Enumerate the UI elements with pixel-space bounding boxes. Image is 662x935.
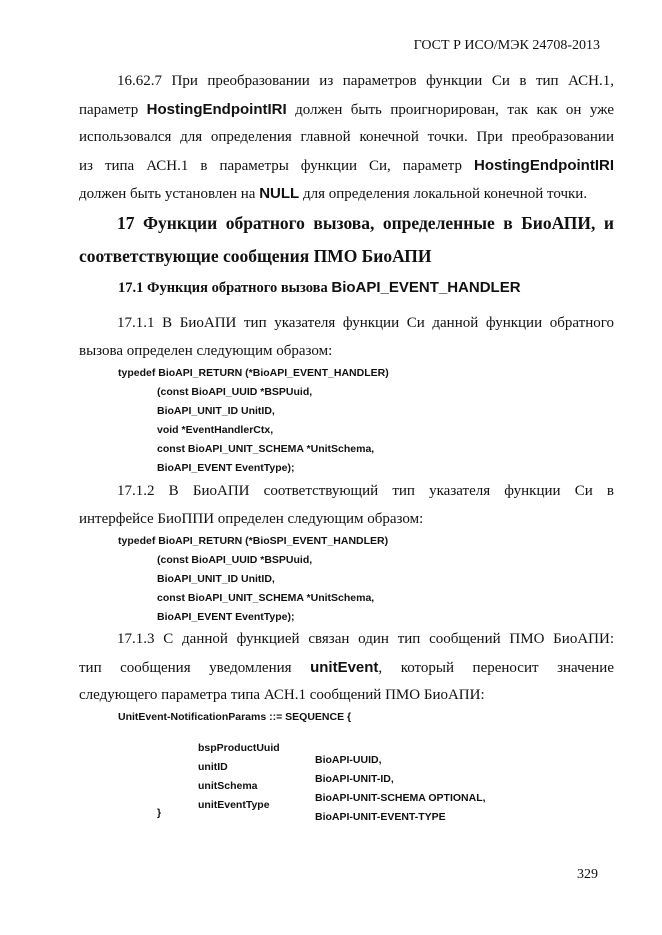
asn1-field: unitID [198,761,228,773]
para-line [79,152,614,181]
paragraph-16-62-7 [79,68,614,209]
standard-header: ГОСТ Р ИСО/МЭК 24708-2013 [413,38,600,53]
code-line: const BioAPI_UNIT_SCHEMA *UnitSchema, [157,443,375,455]
code-line: void *EventHandlerCtx, [157,424,274,436]
code-line: BioAPI_EVENT EventType); [157,611,295,623]
para-text: 16.62.7 При преобразовании из параметров функции Си в тип АСН.1, [117,73,614,89]
para-text: использовался для определения главной конечной точки. При преобразовании [79,129,614,145]
para-line [79,180,614,209]
code-block-event-handler [0,367,389,474]
para-line: вызова определен следующим образом: [79,342,333,359]
code-line: typedef BioAPI_RETURN (*BioSPI_EVENT_HANDLER) [118,535,389,547]
paragraph-17-1-3 [79,626,614,710]
para-line [79,68,614,96]
code-block-spi-event-handler [0,535,389,623]
asn1-definition [0,711,486,823]
para-text: должен быть проигнорирован, так как он уже [286,101,614,118]
param-keyword: HostingEndpointIRI [146,100,287,118]
code-line: BioAPI_UNIT_ID UnitID, [157,405,275,417]
null-keyword: NULL [259,185,300,202]
section-17-heading [79,208,614,271]
section-17-1-heading [118,279,521,297]
code-line: BioAPI_EVENT EventType); [157,462,295,474]
asn1-row [118,787,618,835]
para-text: для определения локальной конечной точки. [299,186,588,202]
asn1-type: BioAPI-UNIT-SCHEMA OPTIONAL, [315,792,486,804]
para-line [79,124,614,152]
para-line [79,96,614,125]
asn1-type: BioAPI-UNIT-EVENT-TYPE [315,811,446,823]
asn1-header: UnitEvent-NotificationParams ::= SEQUENCE { [118,711,352,723]
asn1-field: unitEventType [198,799,270,811]
code-line: BioAPI_UNIT_ID UnitID, [157,573,275,585]
para-text: 17.1.1 В БиоАПИ тип указателя функции Си данной функции обратного [117,315,614,331]
paragraph-17-1-1 [79,310,614,365]
function-name: BioAPI_EVENT_HANDLER [331,279,521,296]
para-text: 17.1.3 С данной функцией связан один тип сообщений ПМО БиоАПИ: [117,631,614,647]
heading-line: 17 Функции обратного вызова, определенные в БиоАПИ, и [117,213,614,233]
code-line: typedef BioAPI_RETURN (*BioAPI_EVENT_HANDLER) [118,367,389,379]
para-line: следующего параметра типа АСН.1 сообщений ПМО БиоАПИ: [79,687,485,703]
heading-text: 17.1 Функция обратного вызова [118,280,332,296]
param-keyword: HostingEndpointIRI [474,156,614,174]
page-number: 329 [577,867,598,882]
asn1-type: BioAPI-UNIT-ID, [315,773,394,785]
asn1-type: BioAPI-UUID, [315,754,382,766]
para-line [79,310,614,338]
code-line: (const BioAPI_UUID *BSPUuid, [157,554,313,566]
para-text: должен быть установлен на [79,186,260,202]
code-line: const BioAPI_UNIT_SCHEMA *UnitSchema, [157,592,375,604]
para-text: , который переносит значение [378,659,614,676]
paragraph-17-1-2 [79,478,614,533]
asn1-field: bspProductUuid [198,742,280,754]
heading-line: соответствующие сообщения ПМО БиоАПИ [79,246,432,266]
asn1-closing-brace: } [157,807,162,819]
asn1-field: unitSchema [198,780,258,792]
para-line [79,626,614,654]
para-text: параметр [79,101,147,118]
para-text: из типа АСН.1 в параметры функции Си, параметр [79,157,475,174]
message-keyword: unitEvent [310,658,379,676]
para-line [79,478,614,506]
para-text: тип сообщения уведомления [79,659,311,676]
para-line [79,654,614,683]
para-line: интерфейсе БиоППИ определен следующим образом: [79,510,424,527]
code-line: (const BioAPI_UUID *BSPUuid, [157,386,313,398]
para-text: 17.1.2 В БиоАПИ соответствующий тип указателя функции Си в [117,483,614,499]
